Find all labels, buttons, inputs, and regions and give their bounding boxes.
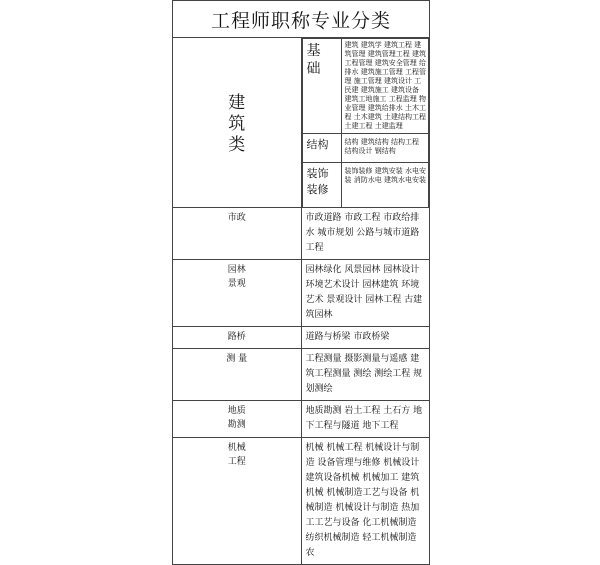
category-architecture — [173, 38, 302, 208]
subgroup-label-structure — [302, 134, 341, 163]
subgroup-label-char: 础 — [306, 61, 321, 77]
items-mechanical: 机械 机械工程 机械设计与制造 设备管理与维修 机械设计 建筑设备机械 机械加工 建筑机械 机械制造工艺与设备 机械制造 机械设计与制造 热加工工艺与设备 化工机械制造 纺织机械制造 轻工机械制造 农 — [301, 438, 430, 565]
classification-table — [172, 0, 430, 558]
category-char: 建 — [228, 93, 246, 113]
items-survey: 工程测量 摄影测量与遥感 建筑工程测量 测绘 测绘工程 规划测绘 — [301, 349, 430, 401]
subgroup-label-char: 装修 — [306, 183, 329, 196]
items-landscape: 园林绿化 风景园林 园林设计 环境艺术设计 园林建筑 环境艺术 景观设计 园林工程 古建筑园林 — [301, 260, 430, 327]
category-label: 测 量 — [226, 354, 248, 364]
subgroup-items-structure: 结构 建筑结构 结构工程 结构设计 钢结构 — [341, 134, 429, 163]
architecture-subgroups — [301, 38, 430, 208]
category-label: 机械 — [227, 443, 246, 453]
category-char: 类 — [228, 135, 246, 155]
row-road-bridge — [173, 327, 430, 349]
category-municipal — [173, 208, 302, 260]
subgroup-row-decoration — [302, 163, 429, 208]
row-landscape — [173, 260, 430, 327]
category-landscape — [173, 260, 302, 327]
category-grid — [172, 0, 430, 565]
category-survey — [173, 349, 302, 401]
category-label: 勘测 — [227, 420, 246, 430]
subgroup-label-char: 结构 — [306, 138, 329, 151]
row-geology — [173, 401, 430, 438]
subgroup-label-decoration — [302, 163, 341, 208]
subgroup-items-base: 建筑 建筑学 建筑工程 建筑管理 建筑管理工程 建筑工程管理 建筑安全管理 给排水 建筑施工管理 工程管理 施工管理 建筑设计 工民建 建筑施工 建筑设备 建筑工地施工 工程监理 物业管理 建筑给排水 土木工程 土木建筑 土建结构工程 土建工程 土建监理 — [341, 39, 429, 134]
subgroup-label-char: 装饰 — [306, 167, 329, 180]
category-char: 筑 — [228, 114, 246, 134]
items-geology: 地质勘测 岩土工程 土石方 地下工程与隧道 地下工程 — [301, 401, 430, 438]
table-title: 工程师职称专业分类 — [173, 1, 430, 38]
category-label: 地质 — [227, 406, 246, 416]
items-municipal: 市政道路 市政工程 市政给排水 城市规划 公路与城市道路工程 — [301, 208, 430, 260]
subgroup-label-base — [302, 39, 341, 134]
category-label: 工程 — [227, 457, 246, 467]
category-geology — [173, 401, 302, 438]
category-label: 园林 — [227, 265, 246, 275]
category-label: 景观 — [227, 279, 246, 289]
subgroup-label-char: 基 — [306, 43, 321, 59]
row-survey — [173, 349, 430, 401]
architecture-row — [173, 38, 430, 208]
subgroup-row-structure — [302, 134, 429, 163]
category-mechanical — [173, 438, 302, 565]
row-municipal — [173, 208, 430, 260]
subgroup-items-decoration: 装饰装修 建筑安装 水电安装 消防水电 建筑水电安装 — [341, 163, 429, 208]
subgroup-table — [302, 38, 430, 207]
category-label: 路桥 — [227, 332, 246, 342]
items-road-bridge: 道路与桥梁 市政桥梁 — [301, 327, 430, 349]
row-mechanical — [173, 438, 430, 565]
subgroup-row-base — [302, 39, 429, 134]
category-road-bridge — [173, 327, 302, 349]
category-label: 市政 — [227, 213, 246, 223]
title-row — [173, 1, 430, 38]
